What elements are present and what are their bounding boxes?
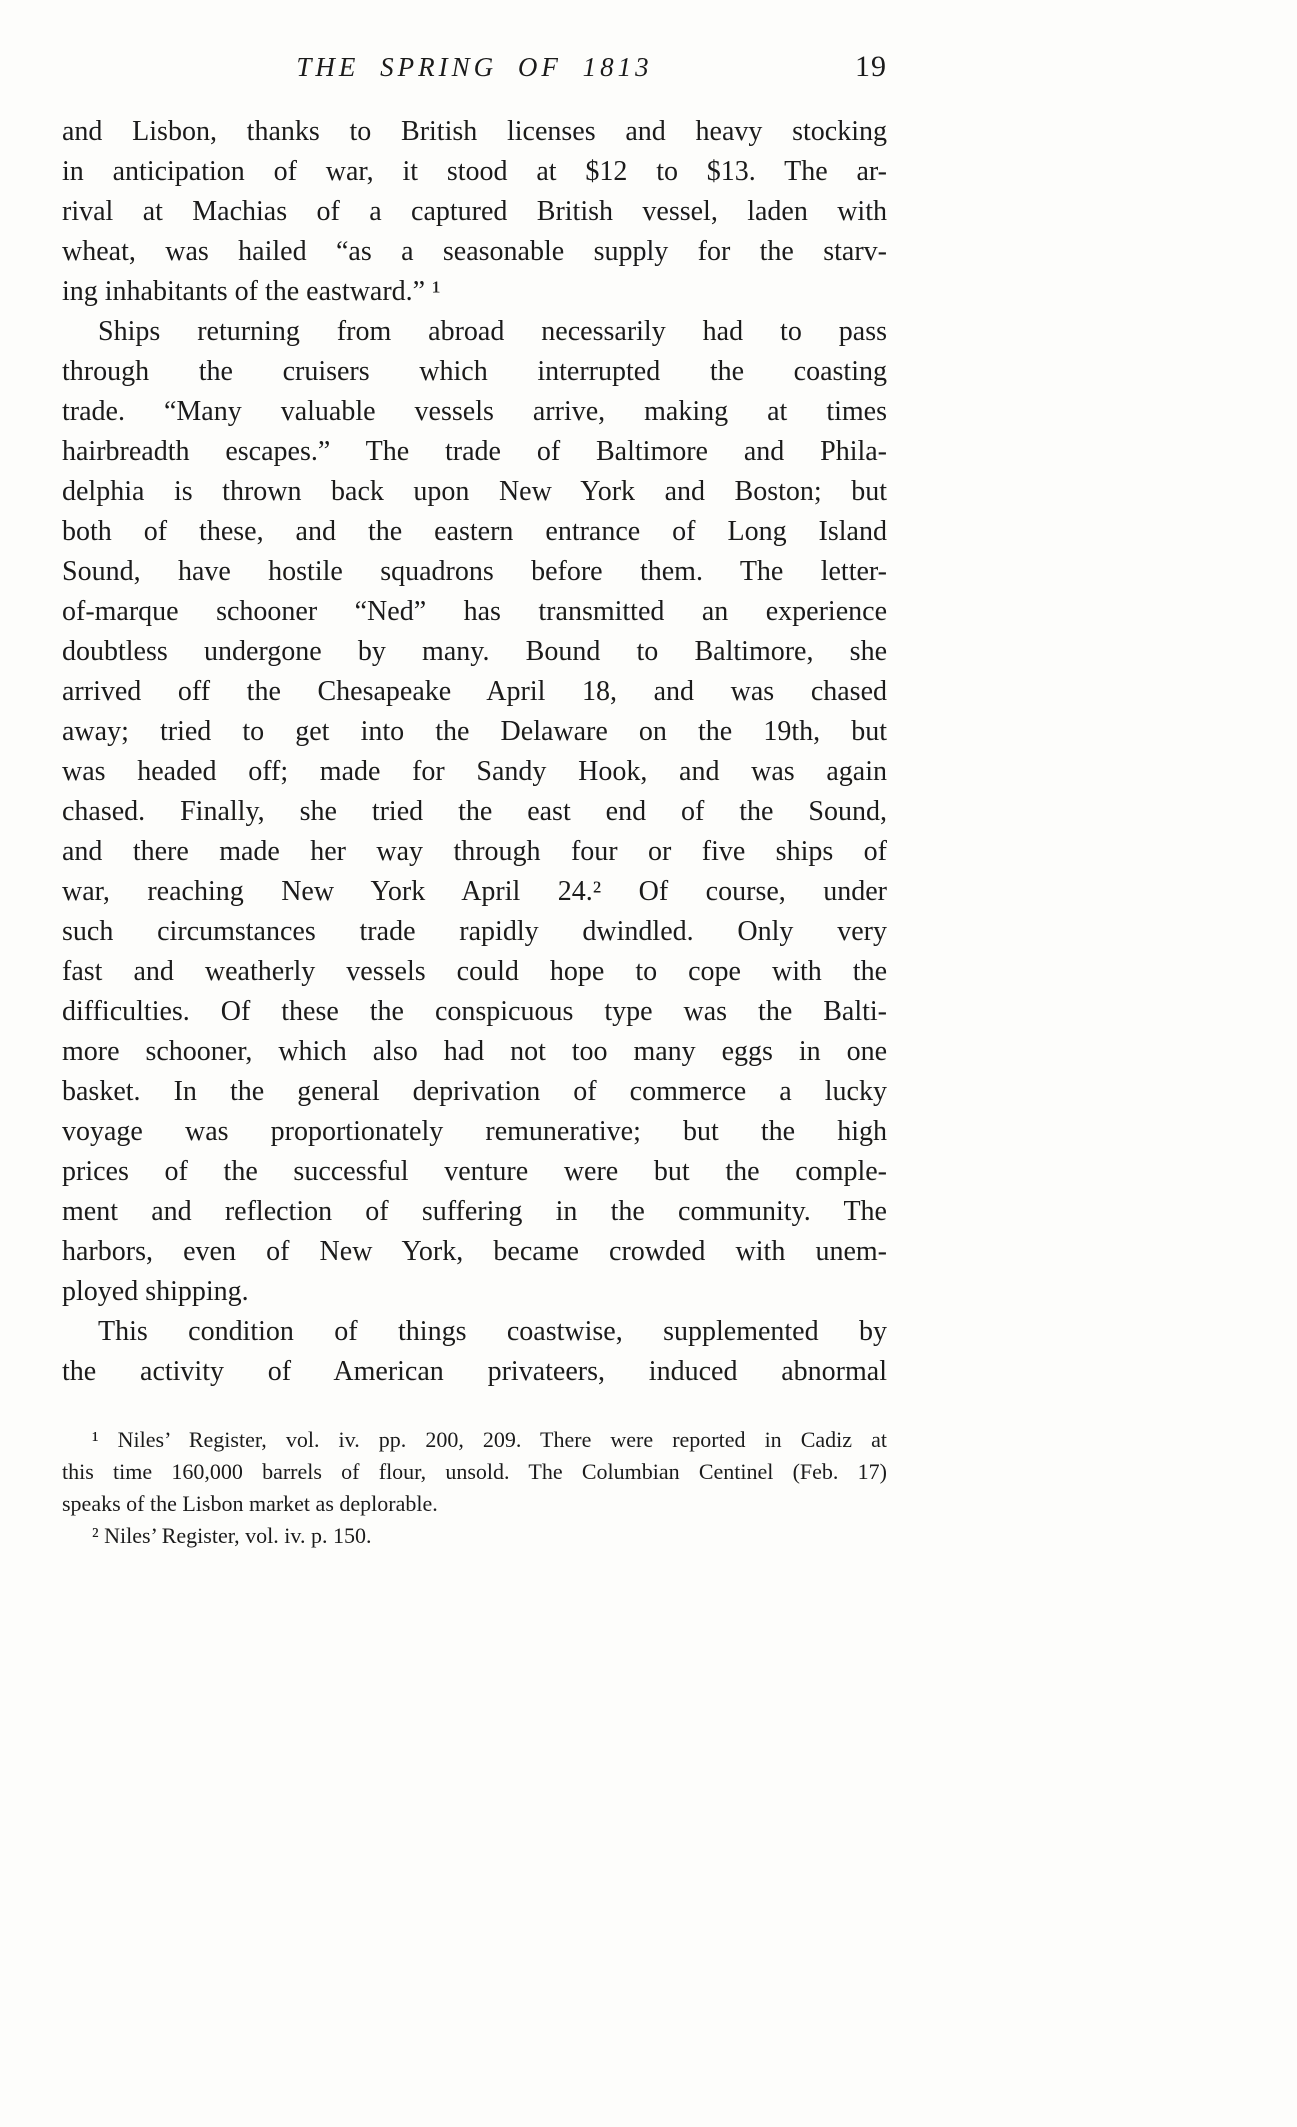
text-line: wheat, was hailed “as a seasonable supply for the starv- <box>62 236 887 267</box>
page-number: 19 <box>855 50 887 83</box>
footnote-line: ² Niles’ Register, vol. iv. p. 150. <box>92 1523 372 1548</box>
footnotes <box>62 1424 887 1552</box>
text-line: This condition of things coastwise, supplemented by <box>98 1316 887 1347</box>
footnote-line: speaks of the Lisbon market as deplorable. <box>62 1491 438 1516</box>
paragraph <box>62 1312 887 1392</box>
text-line: arrived off the Chesapeake April 18, and was chased <box>62 676 887 707</box>
text-line: harbors, even of New York, became crowded with unem- <box>62 1236 887 1267</box>
paragraph <box>62 312 887 1312</box>
footnote <box>62 1520 887 1552</box>
text-line: voyage was proportionately remunerative; but the high <box>62 1116 887 1147</box>
text-line: chased. Finally, she tried the east end of the Sound, <box>62 796 887 827</box>
footnote-line: ¹ Niles’ Register, vol. iv. pp. 200, 209. There were reported in Cadiz at <box>92 1427 887 1452</box>
text-line: and there made her way through four or five ships of <box>62 836 887 867</box>
text-line: doubtless undergone by many. Bound to Baltimore, she <box>62 636 887 667</box>
footnote <box>62 1424 887 1520</box>
text-line: delphia is thrown back upon New York and Boston; but <box>62 476 887 507</box>
text-line: through the cruisers which interrupted the coasting <box>62 356 887 387</box>
text-line: and Lisbon, thanks to British licenses and heavy stocking <box>62 116 887 147</box>
text-line: of-marque schooner “Ned” has transmitted an experience <box>62 596 887 627</box>
text-line: ing inhabitants of the eastward.” ¹ <box>62 276 441 307</box>
text-line: fast and weatherly vessels could hope to cope with the <box>62 956 887 987</box>
text-line: ployed shipping. <box>62 1276 249 1307</box>
text-line: more schooner, which also had not too many eggs in one <box>62 1036 887 1067</box>
text-line: both of these, and the eastern entrance of Long Island <box>62 516 887 547</box>
body-text <box>62 112 887 1392</box>
text-line: away; tried to get into the Delaware on the 19th, but <box>62 716 887 747</box>
text-line: rival at Machias of a captured British vessel, laden with <box>62 196 887 227</box>
text-line: was headed off; made for Sandy Hook, and was again <box>62 756 887 787</box>
text-line: in anticipation of war, it stood at $12 to $13. The ar- <box>62 156 887 187</box>
text-line: the activity of American privateers, induced abnormal <box>62 1356 887 1387</box>
text-line: prices of the successful venture were but the comple- <box>62 1156 887 1187</box>
running-title: THE SPRING OF 1813 <box>296 52 653 82</box>
page-header <box>62 52 887 94</box>
paragraph <box>62 112 887 312</box>
text-line: hairbreadth escapes.” The trade of Baltimore and Phila- <box>62 436 887 467</box>
text-line: trade. “Many valuable vessels arrive, making at times <box>62 396 887 427</box>
text-line: Ships returning from abroad necessarily had to pass <box>98 316 887 347</box>
text-line: difficulties. Of these the conspicuous type was the Balti- <box>62 996 887 1027</box>
text-line: Sound, have hostile squadrons before them. The letter- <box>62 556 887 587</box>
text-line: basket. In the general deprivation of commerce a lucky <box>62 1076 887 1107</box>
text-line: such circumstances trade rapidly dwindled. Only very <box>62 916 887 947</box>
text-line: war, reaching New York April 24.² Of course, under <box>62 876 887 907</box>
text-line: ment and reflection of suffering in the community. The <box>62 1196 887 1227</box>
footnote-line: this time 160,000 barrels of flour, unsold. The Columbian Centinel (Feb. 17) <box>62 1459 887 1484</box>
